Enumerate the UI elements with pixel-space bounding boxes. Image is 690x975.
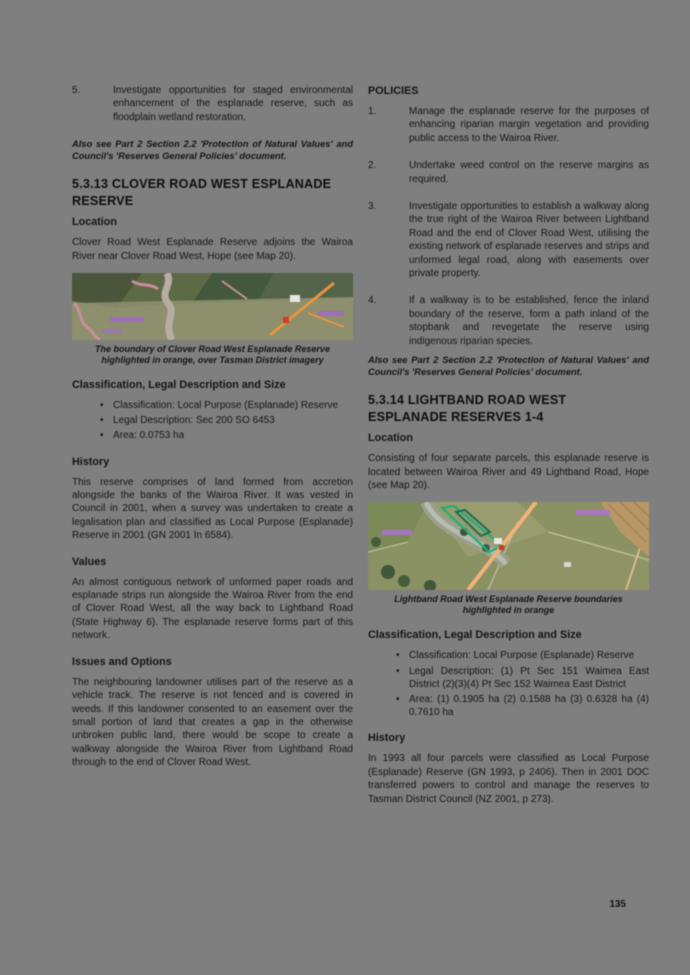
legal-description-item: • Legal Description: (1) Pt Sec 151 Waimea East District (2)(3)(4) Pt Sec 152 Waimea East District [396, 665, 649, 691]
lightband-road-aerial-map [368, 502, 649, 590]
history-paragraph: This reserve comprises of land formed from accretion alongside the banks of the Wairoa River. It was vested in Council in 2001, when a survey was undertaken to create a legalisation plan and classified as Local Purpose (Esplanade) Reserve in 2001 (GN 2001 In 6584). [72, 476, 353, 542]
policy-text: If a walkway is to be established, fence the inland boundary of the reserve, form a path inland of the stopbank and revegetate the reserve using indigenous riparian species. [409, 295, 649, 347]
location-heading: Location [72, 216, 117, 229]
policy-item-1 [368, 105, 649, 145]
values-heading: Values [72, 555, 107, 568]
right-column [368, 84, 649, 816]
page-number: 135 [609, 899, 626, 910]
legal-description-item: • Legal Description: Sec 200 SO 6453 [100, 414, 353, 427]
values-paragraph: An almost contiguous network of unformed paper roads and esplanade strips run alongside the Wairoa River from the end of Clover Road West, all the way back to Lightband Road (State Highway 6). The esplanade reserve forms part of this network. [72, 576, 353, 642]
policy-number: 5. [72, 85, 81, 96]
issues-paragraph: The neighbouring landowner utilises part of the reserve as a vehicle track. The reserve is not fenced and is covered in weeds. If this landowner consented to an easement over the small portion of land that creates a gap in the otherwise unbroken public land, there would be scope to create a walkway alongside the Wairoa River from Lightband Road through to the end of Clover Road West. [72, 676, 353, 769]
policy-text: Investigate opportunities for staged environmental enhancement of the esplanade reserve, such as floodplain wetland restoration. [113, 85, 353, 123]
area-item: • Area: 0.0753 ha [100, 429, 353, 442]
location-paragraph: Consisting of four separate parcels, this esplanade reserve is located between Wairoa River and 49 Lightband Road, Hope (see Map 20). [368, 453, 649, 491]
policy-number: 1. [368, 106, 377, 117]
policy-number: 3. [368, 201, 377, 213]
history-paragraph: In 1993 all four parcels were classified as Local Purpose (Esplanade) Reserve (GN 1993, p 2406). Then in 2001 DOC transferred powers to control and manage the reserves to Tasman District Council (NZ 2001, p 273). [368, 753, 649, 805]
see-also-note: Also see Part 2 Section 2.2 'Protection of Natural Values' and Council's 'Reserves General Policies' document. [368, 355, 649, 378]
classification-list [72, 399, 353, 443]
policy-number: 4. [368, 295, 377, 307]
policies-heading: POLICIES [368, 85, 419, 97]
map-caption: The boundary of Clover Road West Esplanade Reserve highlighted in orange, over Tasman District imagery [95, 344, 330, 366]
classification-list [368, 649, 649, 719]
section-heading-5313: 5.3.13 CLOVER ROAD WEST ESPLANADE RESERVE [72, 177, 332, 208]
area-item: • Area: (1) 0.1905 ha (2) 0.1588 ha (3) 0.6328 ha (4) 0.7610 ha [396, 693, 649, 719]
policy-text: Manage the esplanade reserve for the purposes of enhancing riparian margin vegetation and providing public access to the Wairoa River. [409, 106, 649, 144]
left-column [72, 84, 353, 780]
see-also-note: Also see Part 2 Section 2.2 'Protection of Natural Values' and Council's 'Reserves General Policies' document. [72, 139, 353, 162]
policy-text: Investigate opportunities to establish a walkway along the true right of the Wairoa River between Lightband Road and the end of Clover Road West, utilising the existing network of esplanade reserves and strips and unformed legal road, along with easements over private property. [409, 201, 649, 280]
policy-item-4 [368, 294, 649, 348]
map-caption: Lightband Road West Esplanade Reserve boundaries highlighted in orange [394, 594, 623, 616]
issues-heading: Issues and Options [72, 655, 172, 668]
location-heading: Location [368, 432, 413, 445]
classification-heading: Classification, Legal Description and Size [72, 379, 286, 392]
classification-heading: Classification, Legal Description and Size [368, 629, 582, 642]
carryover-policy-item [72, 84, 353, 124]
section-heading-5314: 5.3.14 LIGHTBAND ROAD WEST ESPLANADE RESERVES 1-4 [368, 393, 567, 424]
clover-road-aerial-map [72, 273, 353, 340]
location-paragraph: Clover Road West Esplanade Reserve adjoins the Wairoa River near Clover Road West, Hope (see Map 20). [72, 237, 353, 262]
classification-item: • Classification: Local Purpose (Esplanade) Reserve [396, 649, 649, 662]
history-heading: History [72, 455, 110, 468]
history-heading: History [368, 732, 406, 745]
classification-item: • Classification: Local Purpose (Esplanade) Reserve [100, 399, 353, 412]
policy-text: Undertake weed control on the reserve margins as required. [409, 160, 649, 185]
policy-item-3 [368, 200, 649, 280]
policy-number: 2. [368, 160, 377, 172]
policy-item-2 [368, 159, 649, 186]
